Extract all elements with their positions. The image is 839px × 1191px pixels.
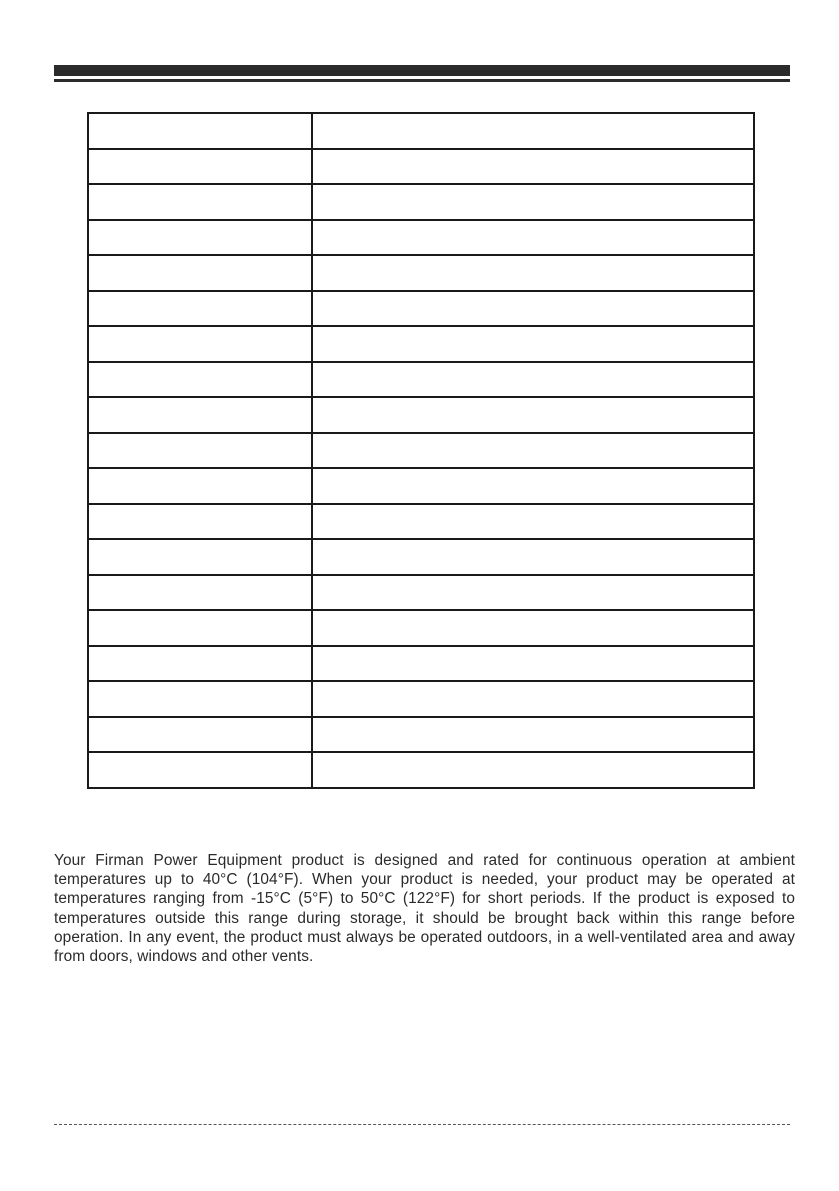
table-row <box>88 752 754 788</box>
spec-value-cell <box>312 610 754 646</box>
spec-label-cell <box>88 433 312 469</box>
table-row <box>88 610 754 646</box>
spec-value-cell <box>312 575 754 611</box>
spec-label-cell <box>88 575 312 611</box>
table-row <box>88 362 754 398</box>
spec-label-cell <box>88 291 312 327</box>
spec-value-cell <box>312 433 754 469</box>
operating-temperature-paragraph: Your Firman Power Equipment product is designed and rated for continuous operation at ambient temperatures up to 40°C (104°F). When your product is needed, your product may be operated at temperatures ranging from -15°C (5°F) to 50°C (122°F) for short periods. If the product is exposed to temperatures outside this range during storage, it should be brought back within this range before operation. In any event, the product must always be operated outdoors, in a well-ventilated area and away from doors, windows and other vents. <box>54 852 795 966</box>
table-row <box>88 539 754 575</box>
spec-label-cell <box>88 149 312 185</box>
header-rule-thick <box>54 65 790 76</box>
spec-label-cell <box>88 326 312 362</box>
spec-value-cell <box>312 397 754 433</box>
spec-value-cell <box>312 681 754 717</box>
table-row <box>88 575 754 611</box>
table-row <box>88 326 754 362</box>
spec-value-cell <box>312 362 754 398</box>
specifications-table <box>87 112 755 789</box>
spec-label-cell <box>88 468 312 504</box>
spec-label-cell <box>88 681 312 717</box>
spec-value-cell <box>312 468 754 504</box>
spec-value-cell <box>312 504 754 540</box>
spec-value-cell <box>312 255 754 291</box>
spec-value-cell <box>312 646 754 682</box>
header-rule-thin <box>54 79 790 82</box>
specifications-table-body <box>88 113 754 788</box>
table-row <box>88 291 754 327</box>
table-row <box>88 220 754 256</box>
spec-value-cell <box>312 539 754 575</box>
table-row <box>88 433 754 469</box>
table-row <box>88 717 754 753</box>
table-row <box>88 397 754 433</box>
table-row <box>88 681 754 717</box>
spec-value-cell <box>312 149 754 185</box>
spec-label-cell <box>88 113 312 149</box>
spec-label-cell <box>88 184 312 220</box>
spec-label-cell <box>88 752 312 788</box>
spec-label-cell <box>88 646 312 682</box>
table-row <box>88 504 754 540</box>
table-row <box>88 113 754 149</box>
spec-value-cell <box>312 326 754 362</box>
table-row <box>88 646 754 682</box>
table-row <box>88 184 754 220</box>
spec-label-cell <box>88 220 312 256</box>
table-row <box>88 468 754 504</box>
spec-value-cell <box>312 184 754 220</box>
spec-value-cell <box>312 220 754 256</box>
spec-label-cell <box>88 539 312 575</box>
table-row <box>88 149 754 185</box>
spec-label-cell <box>88 504 312 540</box>
spec-value-cell <box>312 752 754 788</box>
spec-label-cell <box>88 610 312 646</box>
table-row <box>88 255 754 291</box>
spec-label-cell <box>88 362 312 398</box>
spec-label-cell <box>88 255 312 291</box>
spec-value-cell <box>312 291 754 327</box>
spec-label-cell <box>88 717 312 753</box>
spec-value-cell <box>312 717 754 753</box>
spec-label-cell <box>88 397 312 433</box>
footer-dashed-rule <box>54 1124 790 1125</box>
spec-value-cell <box>312 113 754 149</box>
